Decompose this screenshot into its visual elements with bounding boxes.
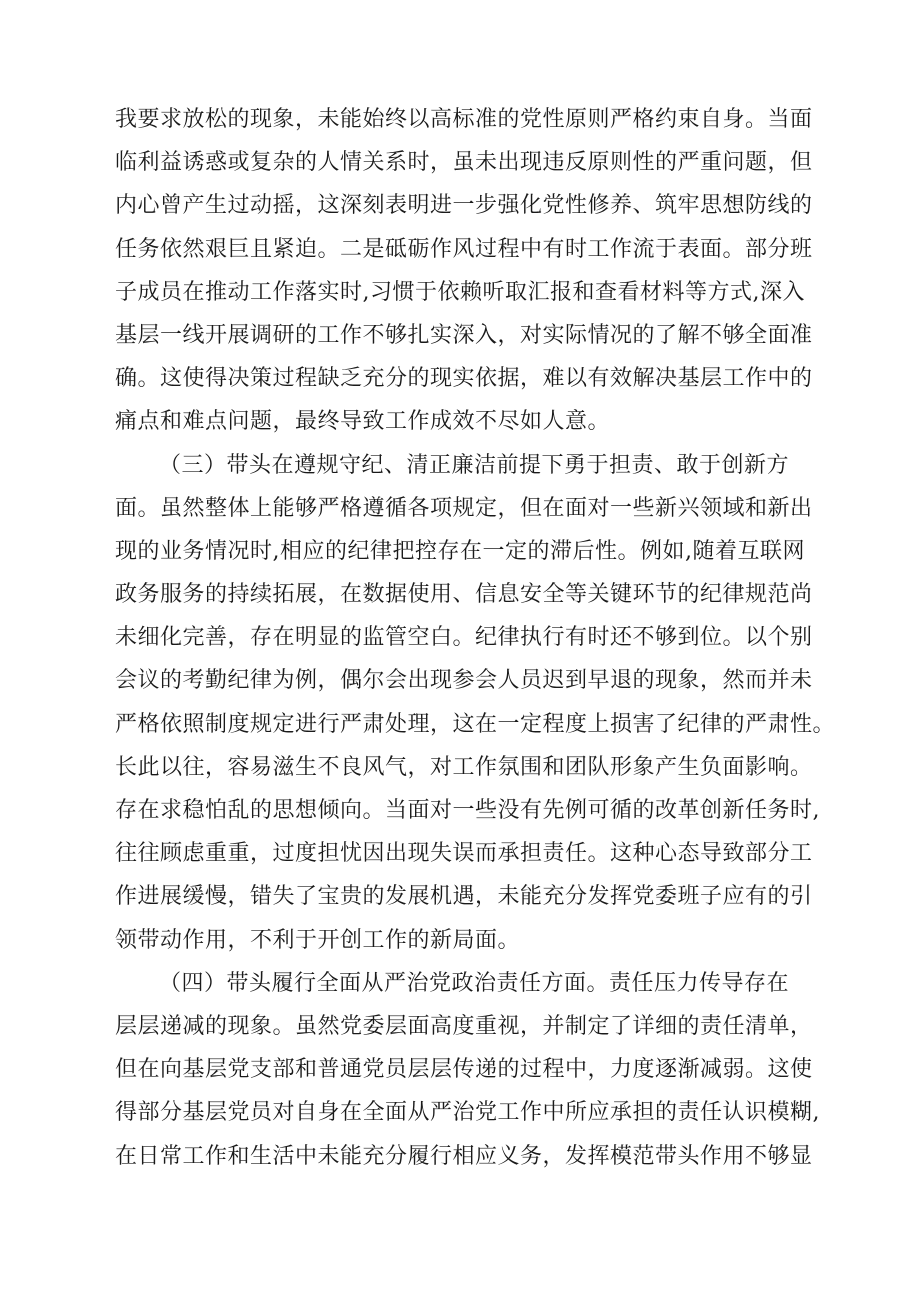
document-body bbox=[115, 98, 855, 1178]
text-line: 得部分基层党员对自身在全面从严治党工作中所应承担的责任认识模糊, bbox=[115, 1100, 820, 1126]
text-line: 政务服务的持续拓展，在数据使用、信息安全等关键环节的纪律规范尚 bbox=[115, 582, 813, 608]
text-line: 领带动作用，不利于开创工作的新局面。 bbox=[115, 927, 521, 953]
text-line: 子成员在推动工作落实时,习惯于依赖听取汇报和查看材料等方式,深入 bbox=[115, 279, 805, 305]
text-line: 任务依然艰巨且紧迫。二是砥砺作风过程中有时工作流于表面。部分班 bbox=[115, 236, 813, 262]
paragraph-continuation bbox=[115, 98, 855, 444]
text-line: 现的业务情况时,相应的纪律把控存在一定的滞后性。例如,随着互联网 bbox=[115, 538, 805, 564]
section-heading-line: （三）带头在遵规守纪、清正廉洁前提下勇于担责、敢于创新方 bbox=[159, 452, 790, 478]
text-line: 但在向基层党支部和普通党员层层传递的过程中，力度逐渐减弱。这使 bbox=[115, 1057, 813, 1083]
text-line: 我要求放松的现象，未能始终以高标准的党性原则严格约束自身。当面 bbox=[115, 107, 813, 132]
text-line: 作进展缓慢，错失了宝贵的发展机遇，未能充分发挥党委班子应有的引 bbox=[115, 884, 813, 910]
text-line: 会议的考勤纪律为例，偶尔会出现参会人员迟到早退的现象，然而并未 bbox=[115, 668, 813, 694]
text-line: 往往顾虑重重，过度担忧因出现失误而承担责任。这种心态导致部分工 bbox=[115, 841, 813, 867]
text-line: 内心曾产生过动摇，这深刻表明进一步强化党性修养、筑牢思想防线的 bbox=[115, 193, 813, 219]
text-line: 临利益诱惑或复杂的人情关系时，虽未出现违反原则性的严重问题，但 bbox=[115, 150, 813, 176]
text-line: 严格依照制度规定进行严肃处理，这在一定程度上损害了纪律的严肃性。 bbox=[115, 711, 836, 737]
paragraph-section-4 bbox=[115, 962, 855, 1178]
text-line: 痛点和难点问题，最终导致工作成效不尽如人意。 bbox=[115, 409, 611, 435]
text-line: 在日常工作和生活中未能充分履行相应义务，发挥模范带头作用不够显 bbox=[115, 1143, 813, 1169]
text-line: 未细化完善，存在明显的监管空白。纪律执行有时还不够到位。以个别 bbox=[115, 625, 813, 651]
text-line: 面。虽然整体上能够严格遵循各项规定，但在面对一些新兴领域和新出 bbox=[115, 495, 813, 521]
text-line: 基层一线开展调研的工作不够扎实深入，对实际情况的了解不够全面准 bbox=[115, 322, 813, 348]
paragraph-section-3 bbox=[115, 444, 855, 962]
text-line: 存在求稳怕乱的思想倾向。当面对一些没有先例可循的改革创新任务时, bbox=[115, 798, 820, 823]
text-line: 长此以往，容易滋生不良风气，对工作氛围和团队形象产生负面影响。 bbox=[115, 754, 813, 780]
text-line: 层层递减的现象。虽然党委层面高度重视，并制定了详细的责任清单， bbox=[115, 1013, 813, 1039]
text-line: 确。这使得决策过程缺乏充分的现实依据，难以有效解决基层工作中的 bbox=[115, 366, 813, 392]
section-heading-line: （四）带头履行全面从严治党政治责任方面。责任压力传导存在 bbox=[159, 970, 790, 996]
